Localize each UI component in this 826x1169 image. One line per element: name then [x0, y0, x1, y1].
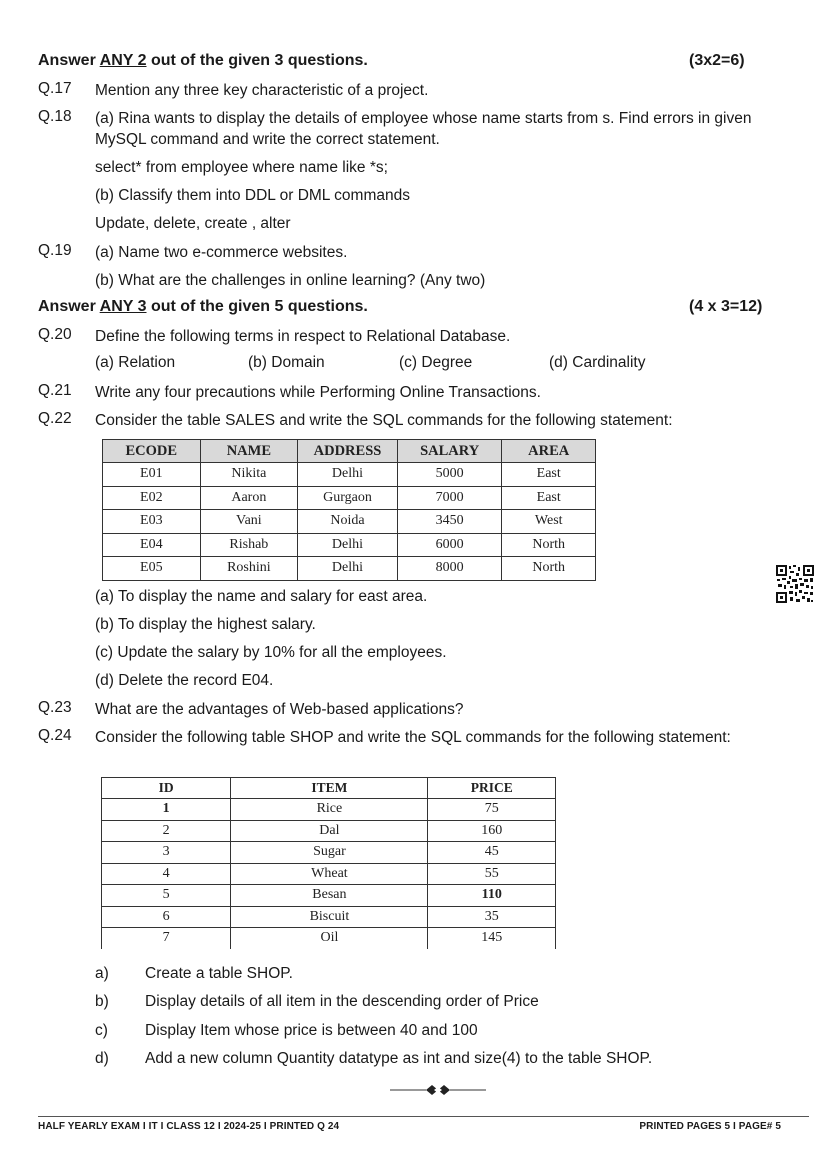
question-23-text: What are the advantages of Web-based applications?	[95, 701, 464, 718]
table-cell: E03	[103, 510, 201, 534]
shop-table	[101, 777, 556, 949]
table-cell: East	[502, 463, 596, 487]
question-18b-text: (b) Classify them into DDL or DML commands	[95, 187, 410, 204]
table-cell: Rishab	[200, 533, 298, 557]
sales-col-area: AREA	[502, 440, 596, 463]
question-number-23: Q.23	[38, 699, 72, 716]
question-24-part-c-text: Display Item whose price is between 40 and 100	[145, 1022, 478, 1039]
table-cell: Besan	[231, 885, 428, 907]
question-number-19: Q.19	[38, 242, 72, 259]
question-22-part-c: (c) Update the salary by 10% for all the employees.	[95, 644, 447, 661]
table-cell: Delhi	[298, 463, 398, 487]
question-24-part-b-letter: b)	[95, 993, 109, 1010]
section-1-marks: (3x2=6)	[689, 52, 745, 69]
question-24-part-d-text: Add a new column Quantity datatype as int and size(4) to the table SHOP.	[145, 1050, 653, 1067]
table-row	[103, 510, 596, 534]
table-cell: 8000	[397, 557, 502, 581]
table-cell: North	[502, 533, 596, 557]
sales-table	[102, 439, 596, 581]
sales-col-salary: SALARY	[397, 440, 502, 463]
section-2-marks: (4 x 3=12)	[689, 298, 763, 315]
question-19a-text: (a) Name two e-commerce websites.	[95, 244, 348, 261]
question-24-text: Consider the following table SHOP and write the SQL commands for the following statement:	[95, 729, 731, 746]
table-row	[103, 557, 596, 581]
table-cell: North	[502, 557, 596, 581]
question-number-20: Q.20	[38, 326, 72, 343]
sales-col-name: NAME	[200, 440, 298, 463]
table-row	[102, 863, 556, 885]
table-cell: 3450	[397, 510, 502, 534]
question-20-text: Define the following terms in respect to Relational Database.	[95, 328, 511, 345]
table-cell: 145	[428, 928, 556, 949]
table-cell: Oil	[231, 928, 428, 949]
question-19b-text: (b) What are the challenges in online learning? (Any two)	[95, 272, 486, 289]
table-cell: 2	[102, 820, 231, 842]
table-cell: E04	[103, 533, 201, 557]
question-18a-text: (a) Rina wants to display the details of employee whose name starts from s. Find errors in given MySQL command and write the correct statement.	[95, 110, 752, 148]
section-heading-1: Answer ANY 2 out of the given 3 questions.	[38, 52, 368, 69]
question-22-part-d: (d) Delete the record E04.	[95, 672, 274, 689]
shop-col-id: ID	[102, 778, 231, 799]
table-cell: Delhi	[298, 557, 398, 581]
table-cell: 7	[102, 928, 231, 949]
sales-col-address: ADDRESS	[298, 440, 398, 463]
table-cell: 3	[102, 842, 231, 864]
section-heading-2: Answer ANY 3 out of the given 5 questions.	[38, 298, 368, 315]
table-cell: 5000	[397, 463, 502, 487]
table-row	[102, 820, 556, 842]
table-cell: 1	[102, 799, 231, 821]
ornamental-divider-icon	[390, 1083, 486, 1097]
table-cell: 55	[428, 863, 556, 885]
table-cell: Roshini	[200, 557, 298, 581]
question-24-part-b-text: Display details of all item in the descending order of Price	[145, 993, 539, 1010]
table-row	[102, 842, 556, 864]
question-21-text: Write any four precautions while Performing Online Transactions.	[95, 384, 541, 401]
table-header-row	[103, 440, 596, 463]
footer-right: PRINTED PAGES 5 I PAGE# 5	[639, 1121, 781, 1132]
question-20-option-b: (b) Domain	[248, 354, 325, 371]
table-cell: 7000	[397, 486, 502, 510]
table-cell: Aaron	[200, 486, 298, 510]
table-row	[102, 906, 556, 928]
question-22-part-a: (a) To display the name and salary for east area.	[95, 588, 428, 605]
table-cell: 5	[102, 885, 231, 907]
table-cell: Dal	[231, 820, 428, 842]
table-cell: E01	[103, 463, 201, 487]
table-cell: 45	[428, 842, 556, 864]
table-cell: 4	[102, 863, 231, 885]
shop-col-price: PRICE	[428, 778, 556, 799]
question-number-18: Q.18	[38, 108, 72, 125]
question-18-command: select* from employee where name like *s;	[95, 159, 388, 176]
table-cell: Biscuit	[231, 906, 428, 928]
sales-col-ecode: ECODE	[103, 440, 201, 463]
table-cell: E02	[103, 486, 201, 510]
question-24-part-c-letter: c)	[95, 1022, 108, 1039]
question-number-21: Q.21	[38, 382, 72, 399]
table-cell: 160	[428, 820, 556, 842]
question-18-command-list: Update, delete, create , alter	[95, 215, 291, 232]
footer-left: HALF YEARLY EXAM I IT I CLASS 12 I 2024-25 I PRINTED Q 24	[38, 1121, 340, 1132]
table-cell: 110	[428, 885, 556, 907]
table-row	[102, 928, 556, 949]
table-cell: 75	[428, 799, 556, 821]
question-20-option-d: (d) Cardinality	[549, 354, 646, 371]
table-cell: Noida	[298, 510, 398, 534]
question-number-24: Q.24	[38, 727, 72, 744]
table-header-row	[102, 778, 556, 799]
question-number-22: Q.22	[38, 410, 72, 427]
section-1-any: ANY 2	[99, 52, 147, 69]
question-24-part-a-letter: a)	[95, 965, 109, 982]
section-2-any: ANY 3	[99, 298, 147, 315]
table-cell: 6000	[397, 533, 502, 557]
question-17-text: Mention any three key characteristic of a project.	[95, 82, 429, 99]
table-cell: West	[502, 510, 596, 534]
table-cell: Delhi	[298, 533, 398, 557]
table-cell: Sugar	[231, 842, 428, 864]
question-22-text: Consider the table SALES and write the SQL commands for the following statement:	[95, 412, 673, 429]
table-row	[102, 799, 556, 821]
question-24-part-d-letter: d)	[95, 1050, 109, 1067]
table-row	[103, 533, 596, 557]
question-20-option-a: (a) Relation	[95, 354, 176, 371]
table-row	[103, 486, 596, 510]
table-row	[103, 463, 596, 487]
question-24-part-a-text: Create a table SHOP.	[145, 965, 293, 982]
question-22-part-b: (b) To display the highest salary.	[95, 616, 316, 633]
table-cell: 6	[102, 906, 231, 928]
table-cell: 35	[428, 906, 556, 928]
table-cell: Wheat	[231, 863, 428, 885]
table-row	[102, 885, 556, 907]
table-cell: Vani	[200, 510, 298, 534]
question-20-option-c: (c) Degree	[399, 354, 473, 371]
table-cell: Rice	[231, 799, 428, 821]
table-cell: Nikita	[200, 463, 298, 487]
footer-rule	[38, 1116, 809, 1117]
table-cell: East	[502, 486, 596, 510]
shop-col-item: ITEM	[231, 778, 428, 799]
question-number-17: Q.17	[38, 80, 72, 97]
table-cell: Gurgaon	[298, 486, 398, 510]
table-cell: E05	[103, 557, 201, 581]
